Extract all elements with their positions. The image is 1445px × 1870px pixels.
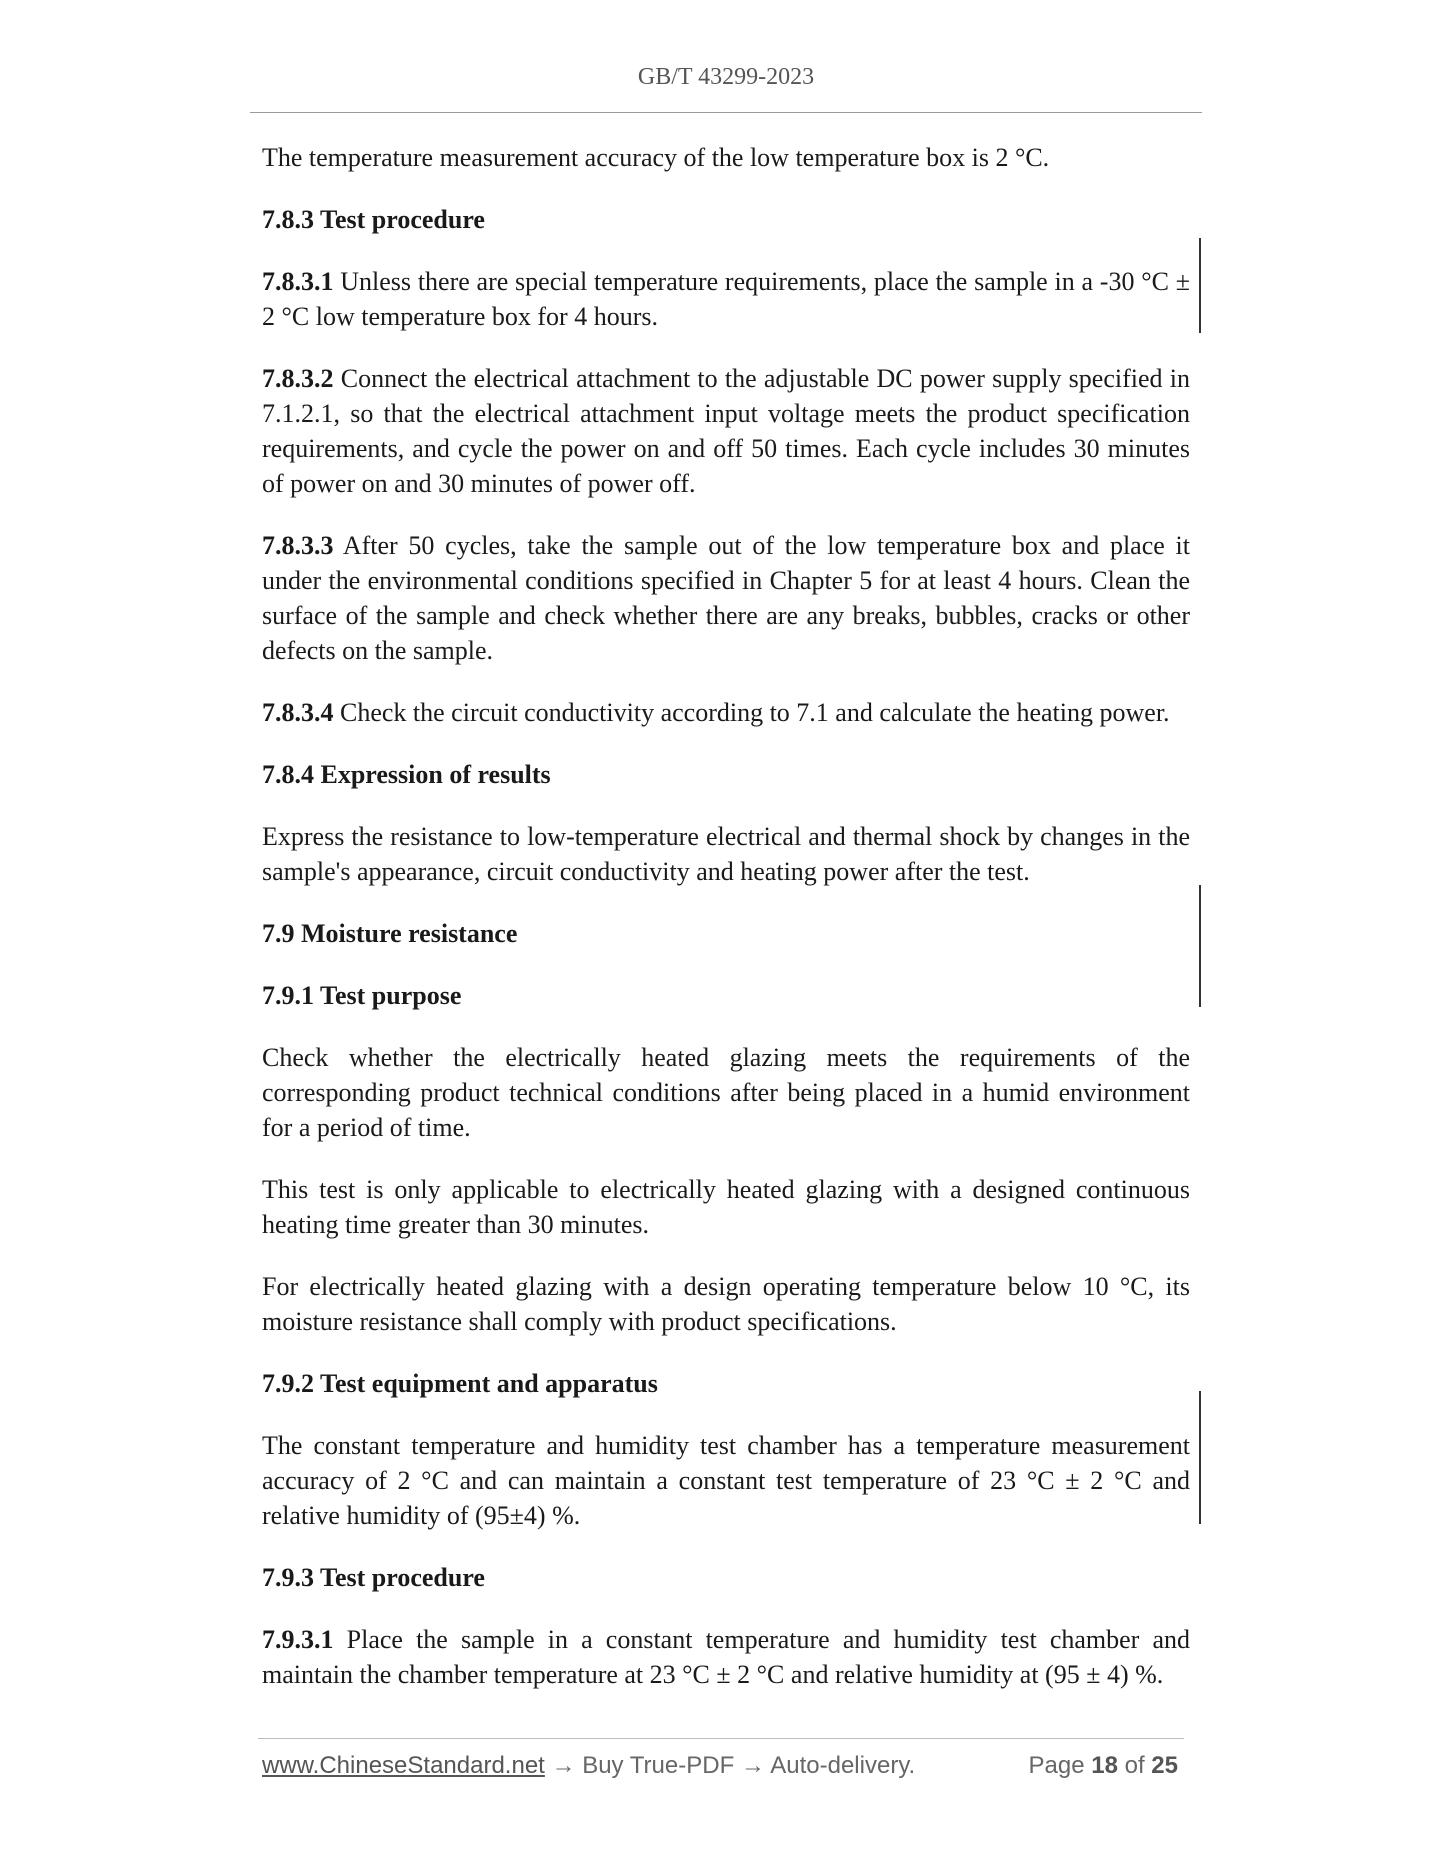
document-body: [262, 140, 1190, 1719]
paragraph-applicability: This test is only applicable to electrically heated glazing with a designed continuous heating time greater than 30 minutes.: [262, 1175, 1190, 1239]
clause-text: Connect the electrical attachment to the adjustable DC power supply specified in 7.1.2.1, so that the electrical attachment input voltage meets the product specification requirements, and cycle the power on and off 50 times. Each cycle includes 30 minutes of power on and 30 minutes of power off.: [262, 364, 1190, 498]
clause-text: Place the sample in a constant temperature and humidity test chamber and maintain the chamber temperature at 23 °C ± 2 °C and relative humidity at (95 ± 4) %.: [262, 1625, 1190, 1689]
clause-7-8-3-4: [262, 695, 1190, 730]
arrow-icon: →: [734, 1752, 771, 1779]
current-page: 18: [1091, 1752, 1118, 1779]
revision-bar: [1199, 238, 1201, 333]
heading-7-8-3: 7.8.3 Test procedure: [262, 205, 485, 234]
clause-7-9-3-1: [262, 1622, 1190, 1692]
footer-divider: [258, 1738, 1184, 1739]
arrow-icon: →: [544, 1752, 583, 1779]
paragraph-results: Express the resistance to low-temperature electrical and thermal shock by changes in the sample's appearance, circuit conductivity and heating power after the test.: [262, 822, 1190, 886]
page-indicator: Page 18 of 25: [1028, 1752, 1178, 1779]
heading-7-8-4: 7.8.4 Expression of results: [262, 760, 551, 789]
page-footer: [262, 1752, 1182, 1788]
clause-7-8-3-3: [262, 528, 1190, 668]
clause-number: 7.8.3.1: [262, 267, 334, 296]
clause-number: 7.8.3.4: [262, 698, 334, 727]
revision-bar: [1199, 885, 1201, 1007]
clause-number: 7.9.3.1: [262, 1625, 334, 1654]
paragraph-equipment: The constant temperature and humidity test chamber has a temperature measurement accuracy of 2 °C and can maintain a constant test temperature of 23 °C ± 2 °C and relative humidity of (95±4) %.: [262, 1431, 1190, 1530]
clause-text: Unless there are special temperature requirements, place the sample in a -30 °C ± 2 °C low temperature box for 4 hours.: [262, 267, 1190, 331]
site-link[interactable]: www.ChineseStandard.net: [262, 1752, 545, 1779]
clause-text: After 50 cycles, take the sample out of the low temperature box and place it under the environmental conditions specified in Chapter 5 for at least 4 hours. Clean the surface of the sample and check whether there are any breaks, bubbles, cracks or other defects on the sample.: [262, 531, 1190, 665]
header-divider: [250, 112, 1202, 113]
paragraph-low-temp-note: For electrically heated glazing with a design operating temperature below 10 °C, its moisture resistance shall comply with product specifications.: [262, 1272, 1190, 1336]
revision-bar: [1199, 1391, 1201, 1524]
heading-7-9-3: 7.9.3 Test procedure: [262, 1563, 485, 1592]
heading-7-9-1: 7.9.1 Test purpose: [262, 981, 462, 1010]
clause-text: Check the circuit conductivity according to 7.1 and calculate the heating power.: [333, 698, 1170, 727]
footer-promo: [262, 1752, 915, 1780]
delivery-text: Auto-delivery.: [770, 1752, 916, 1779]
clause-7-8-3-1: [262, 264, 1190, 334]
heading-7-9: 7.9 Moisture resistance: [262, 919, 518, 948]
clause-number: 7.8.3.3: [262, 531, 334, 560]
buy-pdf-text: Buy True-PDF: [582, 1752, 735, 1779]
total-pages: 25: [1151, 1752, 1178, 1779]
page-header: GB/T 43299-2023: [637, 64, 815, 90]
paragraph-box-accuracy: The temperature measurement accuracy of the low temperature box is 2 °C.: [262, 143, 1050, 172]
clause-number: 7.8.3.2: [262, 364, 334, 393]
clause-7-8-3-2: [262, 361, 1190, 501]
heading-7-9-2: 7.9.2 Test equipment and apparatus: [262, 1369, 658, 1398]
paragraph-purpose: Check whether the electrically heated glazing meets the requirements of the corresponding product technical conditions after being placed in a humid environment for a period of time.: [262, 1043, 1190, 1142]
